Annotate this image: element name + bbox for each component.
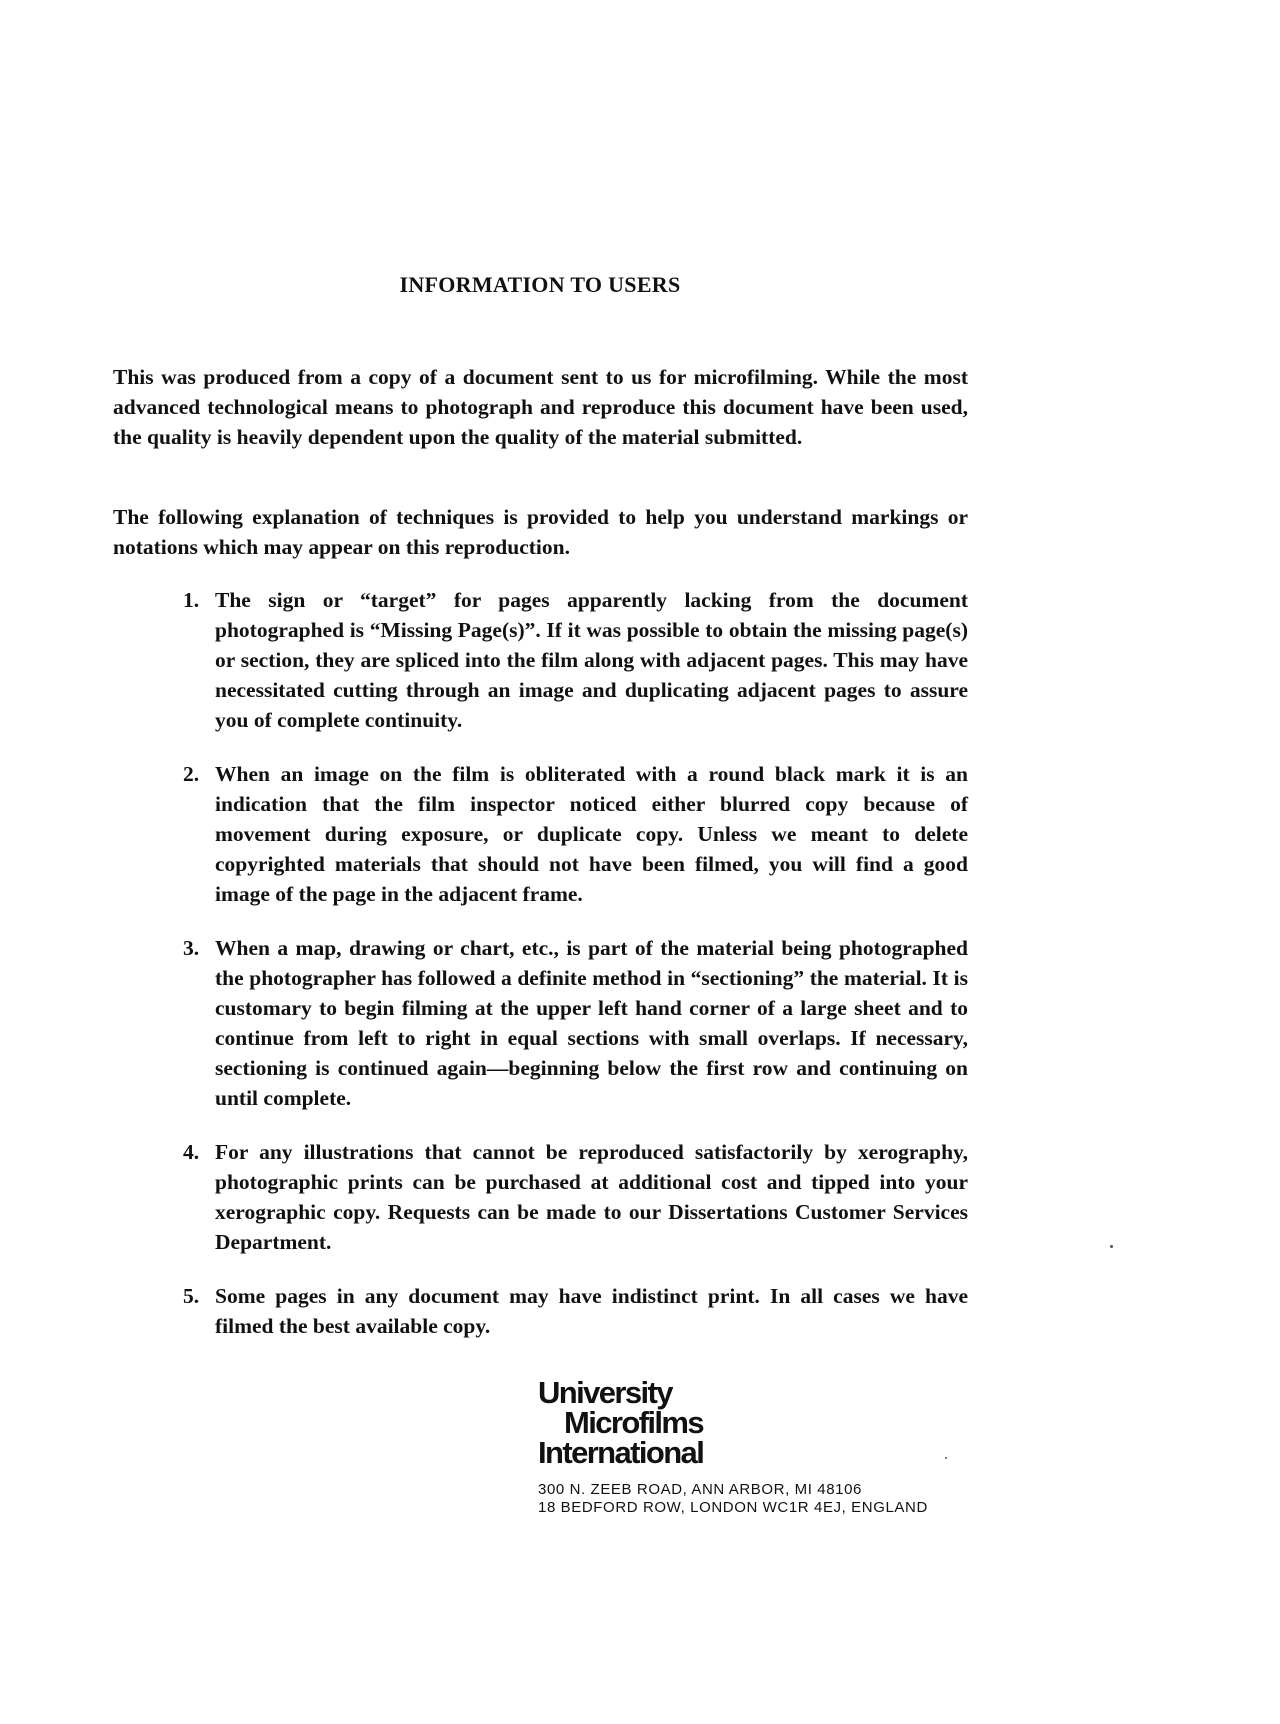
item-text: The sign or “target” for pages apparently lacking from the document photographed is “Missing Page(s)”. If it was possible to obtain the missing page(s) or section, they are spliced into the film along with adjacent pages. This may have necessitated cutting through an image and duplicating adjacent pages to assure you of complete continuity.	[215, 588, 968, 732]
item-number: 3.	[183, 936, 200, 960]
publisher-logo	[538, 1375, 704, 1470]
scan-speck	[945, 1457, 947, 1459]
item-text: When a map, drawing or chart, etc., is part of the material being photographed the photographer has followed a definite method in “sectioning” the material. It is customary to begin filming at the upper left hand corner of a large sheet and to continue from left to right in equal sections with small overlaps. If necessary, sectioning is continued again—beginning below the first row and continuing on until complete.	[215, 936, 968, 1110]
address-line-us: 300 N. ZEEB ROAD, ANN ARBOR, MI 48106	[538, 1481, 862, 1498]
list-item	[183, 1281, 968, 1341]
item-number: 1.	[183, 588, 200, 612]
list-item	[183, 759, 968, 909]
item-number: 4.	[183, 1140, 200, 1164]
item-number: 5.	[183, 1284, 200, 1308]
logo-line-international: International	[538, 1435, 704, 1470]
list-item	[183, 933, 968, 1113]
notes-list	[183, 585, 968, 1365]
logo-line-university: University	[538, 1375, 672, 1410]
item-text: For any illustrations that cannot be reproduced satisfactorily by xerography, photographic prints can be purchased at additional cost and tipped into your xerographic copy. Requests can be made to our Dissertations Customer Services Department.	[215, 1140, 968, 1254]
explanation-paragraph: The following explanation of techniques is provided to help you understand markings or notations which may appear on this reproduction.	[113, 505, 968, 559]
item-number: 2.	[183, 762, 200, 786]
page-title: INFORMATION TO USERS	[399, 272, 681, 297]
item-text: When an image on the film is obliterated with a round black mark it is an indication that the film inspector noticed either blurred copy because of movement during exposure, or duplicate copy. Unless we meant to delete copyrighted materials that should not have been filmed, you will find a good image of the page in the adjacent frame.	[215, 762, 968, 906]
item-text: Some pages in any document may have indistinct print. In all cases we have filmed the best available copy.	[215, 1284, 968, 1338]
address-line-uk: 18 BEDFORD ROW, LONDON WC1R 4EJ, ENGLAND	[538, 1499, 928, 1516]
logo-line-microfilms: Microfilms	[564, 1405, 704, 1440]
list-item	[183, 585, 968, 735]
publisher-address	[538, 1481, 928, 1517]
list-item	[183, 1137, 968, 1257]
intro-paragraph: This was produced from a copy of a document sent to us for microfilming. While the most advanced technological means to photograph and reproduce this document have been used, the quality is heavily dependent upon the quality of the material submitted.	[113, 365, 968, 449]
scan-speck	[1110, 1245, 1113, 1248]
